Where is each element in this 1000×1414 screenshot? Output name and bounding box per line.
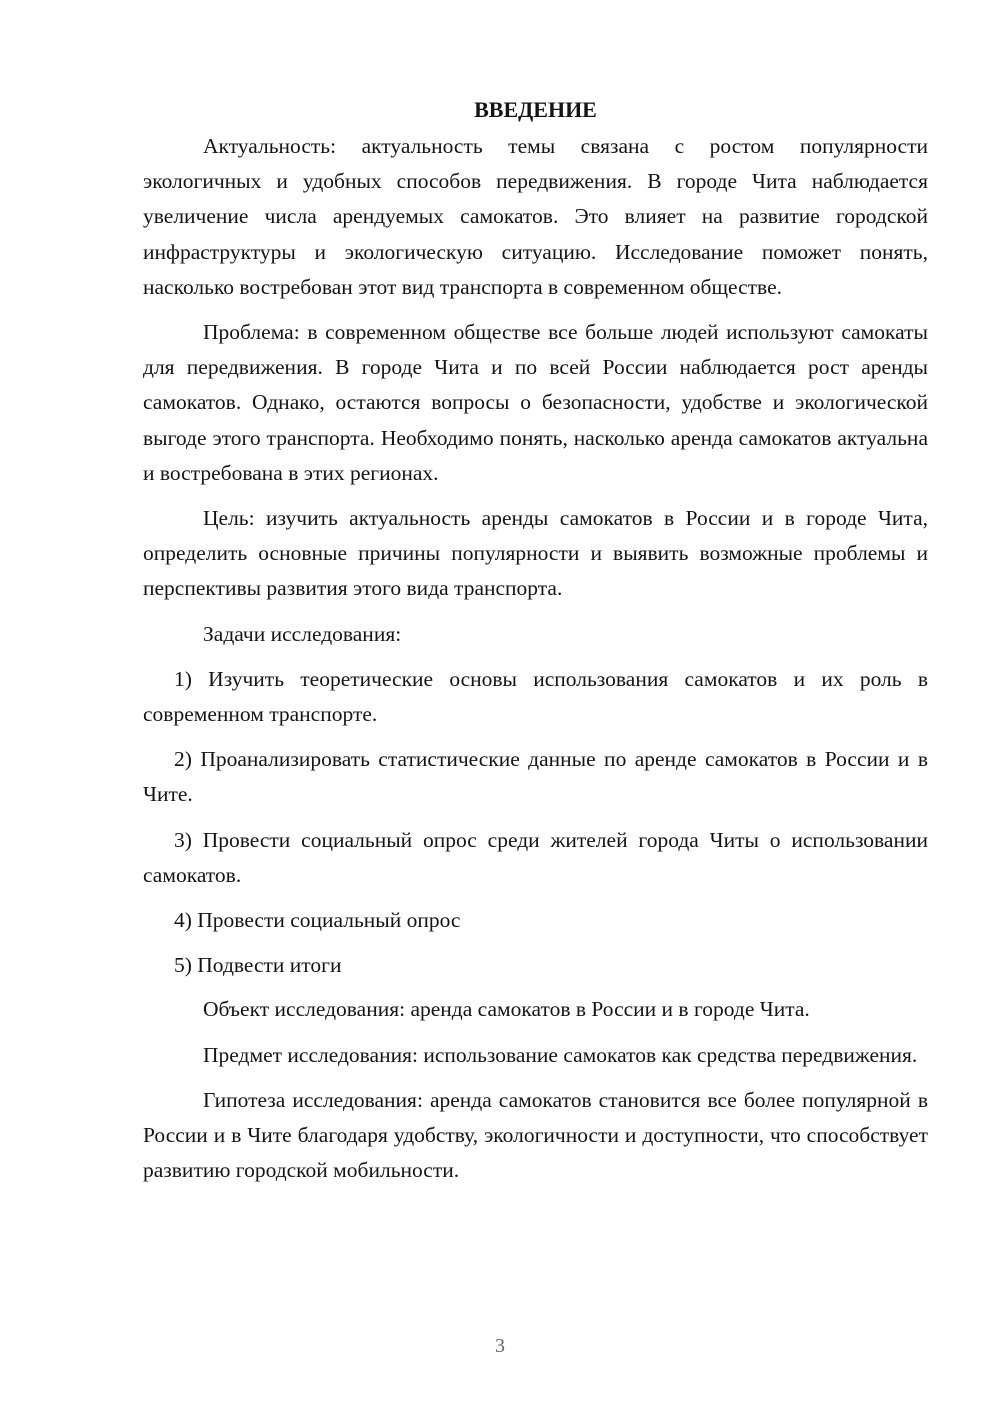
task-item: 1) Изучить теоретические основы использования самокатов и их роль в современном транспорте.	[143, 666, 928, 727]
section-title: ВВЕДЕНИЕ	[474, 97, 597, 122]
tasks-heading: Задачи исследования:	[203, 621, 402, 646]
subject-paragraph: Предмет исследования: использование самокатов как средства передвижения.	[203, 1042, 918, 1067]
goal-paragraph: Цель: изучить актуальность аренды самокатов в России и в городе Чита, определить основные причины популярности и выявить возможные проблемы и перспективы развития этого вида транспорта.	[143, 506, 928, 601]
hypothesis-paragraph: Гипотеза исследования: аренда самокатов становится все более популярной в России и в Чите благодаря удобству, экологичности и доступности, что способствует развитию городской мобильности.	[143, 1087, 928, 1183]
relevance-paragraph: Актуальность: актуальность темы связана с ростом популярности экологичных и удобных способов передвижения. В городе Чита наблюдается увеличение числа арендуемых самокатов. Это влияет на развитие городской инфраструктуры и экологическую ситуацию. Исследование поможет понять, насколько востребован этот вид транспорта в современном обществе.	[143, 134, 928, 299]
task-item: 5) Подвести итоги	[174, 953, 342, 978]
problem-paragraph: Проблема: в современном обществе все больше людей используют самокаты для передвижения. В городе Чита и по всей России наблюдается рост аренды самокатов. Однако, остаются вопросы о безопасности, удобстве и экологической выгоде этого транспорта. Необходимо понять, насколько аренда самокатов актуальна и востребована в этих регионах.	[143, 320, 928, 485]
document-page	[143, 92, 928, 1188]
object-paragraph: Объект исследования: аренда самокатов в России и в городе Чита.	[203, 997, 810, 1022]
task-item: 2) Проанализировать статистические данные по аренде самокатов в России и в Чите.	[143, 747, 928, 807]
task-item: 4) Провести социальный опрос	[174, 908, 461, 933]
page-number: 3	[495, 1335, 505, 1357]
task-item: 3) Провести социальный опрос среди жителей города Читы о использовании самокатов.	[143, 827, 928, 887]
